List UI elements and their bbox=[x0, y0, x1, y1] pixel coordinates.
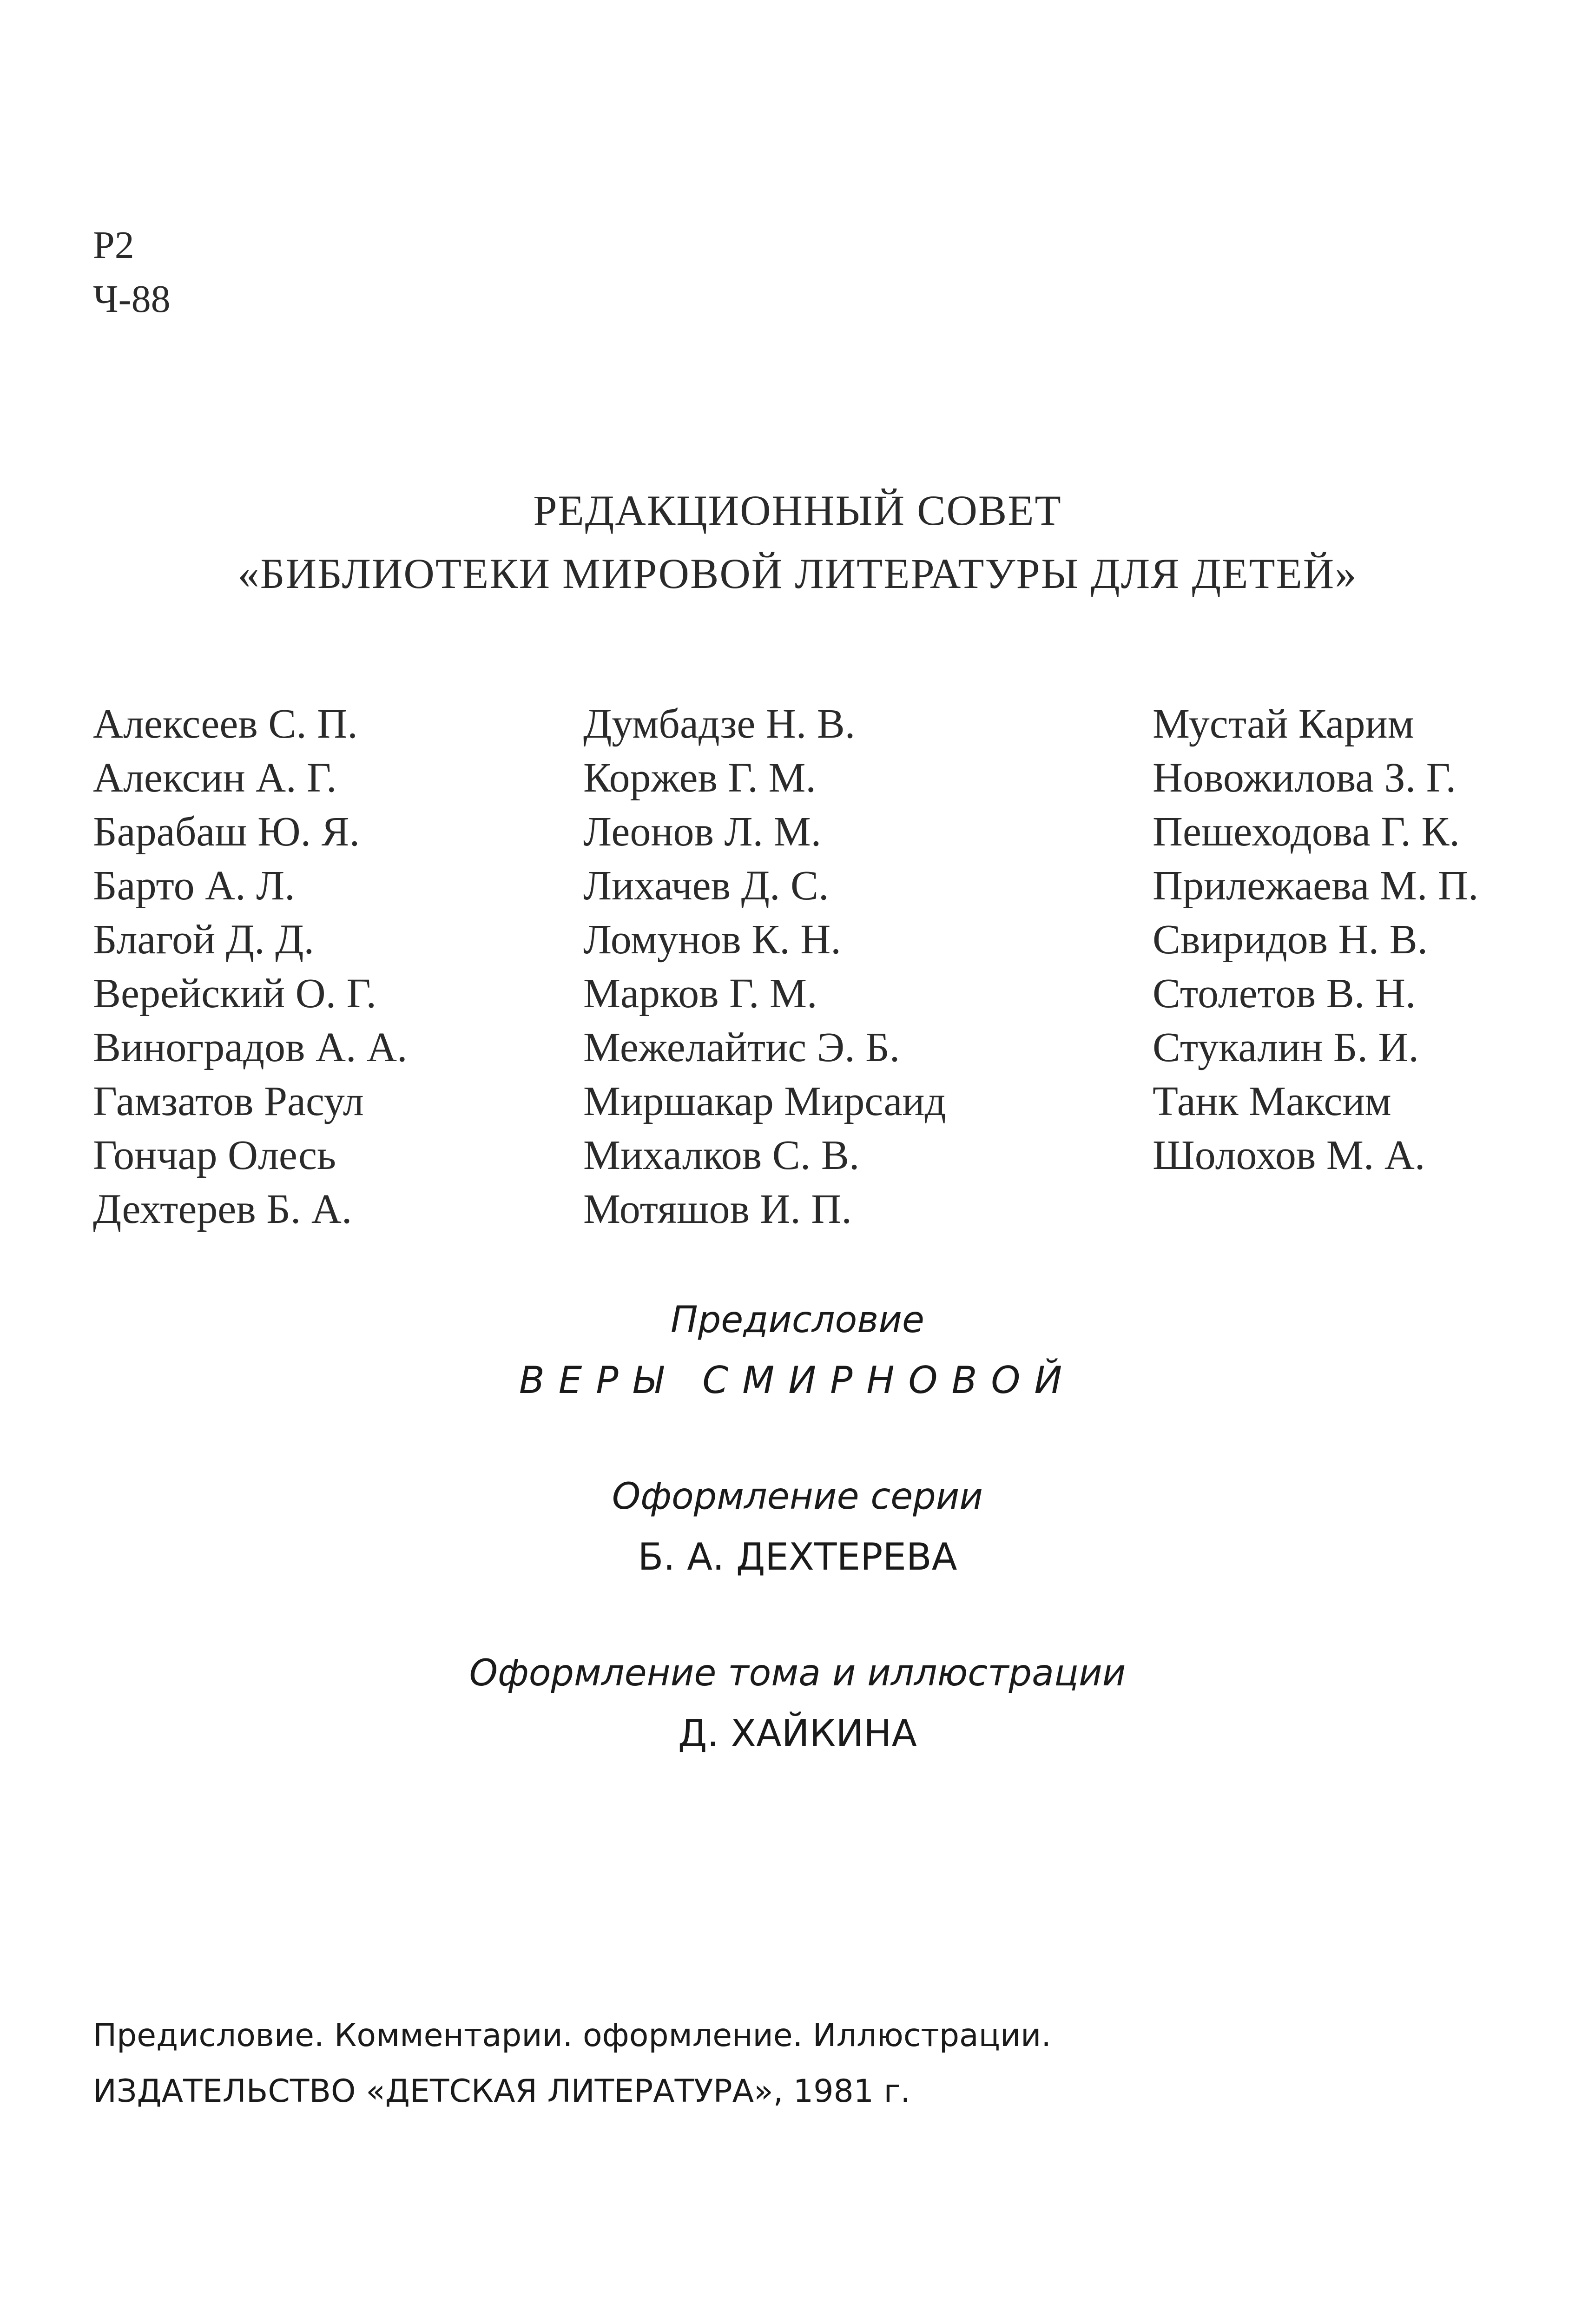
council-member: Столетов В. Н. bbox=[1153, 971, 1416, 1017]
preface-author: ВЕРЫ СМИРНОВОЙ bbox=[519, 1359, 1076, 1402]
council-member: Алексеев С. П. bbox=[93, 701, 358, 747]
council-member: Верейский О. Г. bbox=[93, 971, 376, 1017]
council-member: Гончар Олесь bbox=[93, 1132, 336, 1178]
council-member: Межелайтис Э. Б. bbox=[583, 1024, 900, 1070]
council-member: Лихачев Д. С. bbox=[583, 863, 829, 909]
imprint-contents-line: Предисловие. Комментарии. оформление. Иллюстрации. bbox=[93, 2017, 1051, 2054]
imprint-publisher-line: ИЗДАТЕЛЬСТВО «ДЕТСКАЯ ЛИТЕРАТУРА», 1981 г. bbox=[93, 2073, 910, 2110]
council-member: Марков Г. М. bbox=[583, 971, 817, 1017]
volume-design-role: Оформление тома и иллюстрации bbox=[469, 1652, 1126, 1694]
series-design-role: Оформление серии bbox=[612, 1476, 983, 1518]
author-sign: Ч-88 bbox=[93, 277, 171, 321]
council-title-line-2: «БИБЛИОТЕКИ МИРОВОЙ ЛИТЕРАТУРЫ ДЛЯ ДЕТЕЙ» bbox=[237, 550, 1358, 597]
council-member: Коржев Г. М. bbox=[583, 755, 816, 801]
council-member: Алексин А. Г. bbox=[93, 755, 337, 801]
volume-illustrator: Д. ХАЙКИНА bbox=[678, 1712, 917, 1755]
preface-role: Предисловие bbox=[671, 1299, 924, 1341]
council-members-column-2 bbox=[583, 697, 946, 1236]
council-member: Барто А. Л. bbox=[93, 863, 295, 909]
editorial-council-heading bbox=[0, 479, 1595, 605]
council-member: Прилежаева М. П. bbox=[1153, 863, 1479, 909]
volume-design-credit bbox=[0, 1650, 1595, 1757]
council-member: Мотяшов И. П. bbox=[583, 1186, 852, 1232]
council-members-column-3 bbox=[1153, 697, 1478, 1182]
series-designer: Б. А. ДЕХТЕРЕВА bbox=[638, 1535, 957, 1578]
council-member: Танк Максим bbox=[1153, 1078, 1391, 1124]
council-member: Думбадзе Н. В. bbox=[583, 701, 856, 747]
bbk-index bbox=[93, 218, 171, 326]
council-member: Стукалин Б. И. bbox=[1153, 1024, 1419, 1070]
council-member: Михалков С. В. bbox=[583, 1132, 860, 1178]
preface-credit bbox=[0, 1297, 1595, 1404]
council-member: Миршакар Мирсаид bbox=[583, 1078, 946, 1124]
council-member: Благой Д. Д. bbox=[93, 917, 314, 963]
council-member: Дехтерев Б. А. bbox=[93, 1186, 352, 1232]
council-member: Барабаш Ю. Я. bbox=[93, 809, 360, 855]
council-title-line-1: РЕДАКЦИОННЫЙ СОВЕТ bbox=[533, 487, 1062, 534]
council-members-column-1 bbox=[93, 697, 408, 1236]
council-member: Шолохов М. А. bbox=[1153, 1132, 1425, 1178]
series-design-credit bbox=[0, 1473, 1595, 1580]
council-member: Свиридов Н. В. bbox=[1153, 917, 1428, 963]
council-member: Виноградов А. А. bbox=[93, 1024, 408, 1070]
bbk-code: Р2 bbox=[93, 224, 134, 267]
council-member: Пешеходова Г. К. bbox=[1153, 809, 1460, 855]
council-member: Новожилова З. Г. bbox=[1153, 755, 1457, 801]
publisher-imprint bbox=[93, 2008, 1051, 2119]
council-member: Гамзатов Расул bbox=[93, 1078, 364, 1124]
council-member: Мустай Карим bbox=[1153, 701, 1414, 747]
council-member: Леонов Л. М. bbox=[583, 809, 822, 855]
council-member: Ломунов К. Н. bbox=[583, 917, 841, 963]
